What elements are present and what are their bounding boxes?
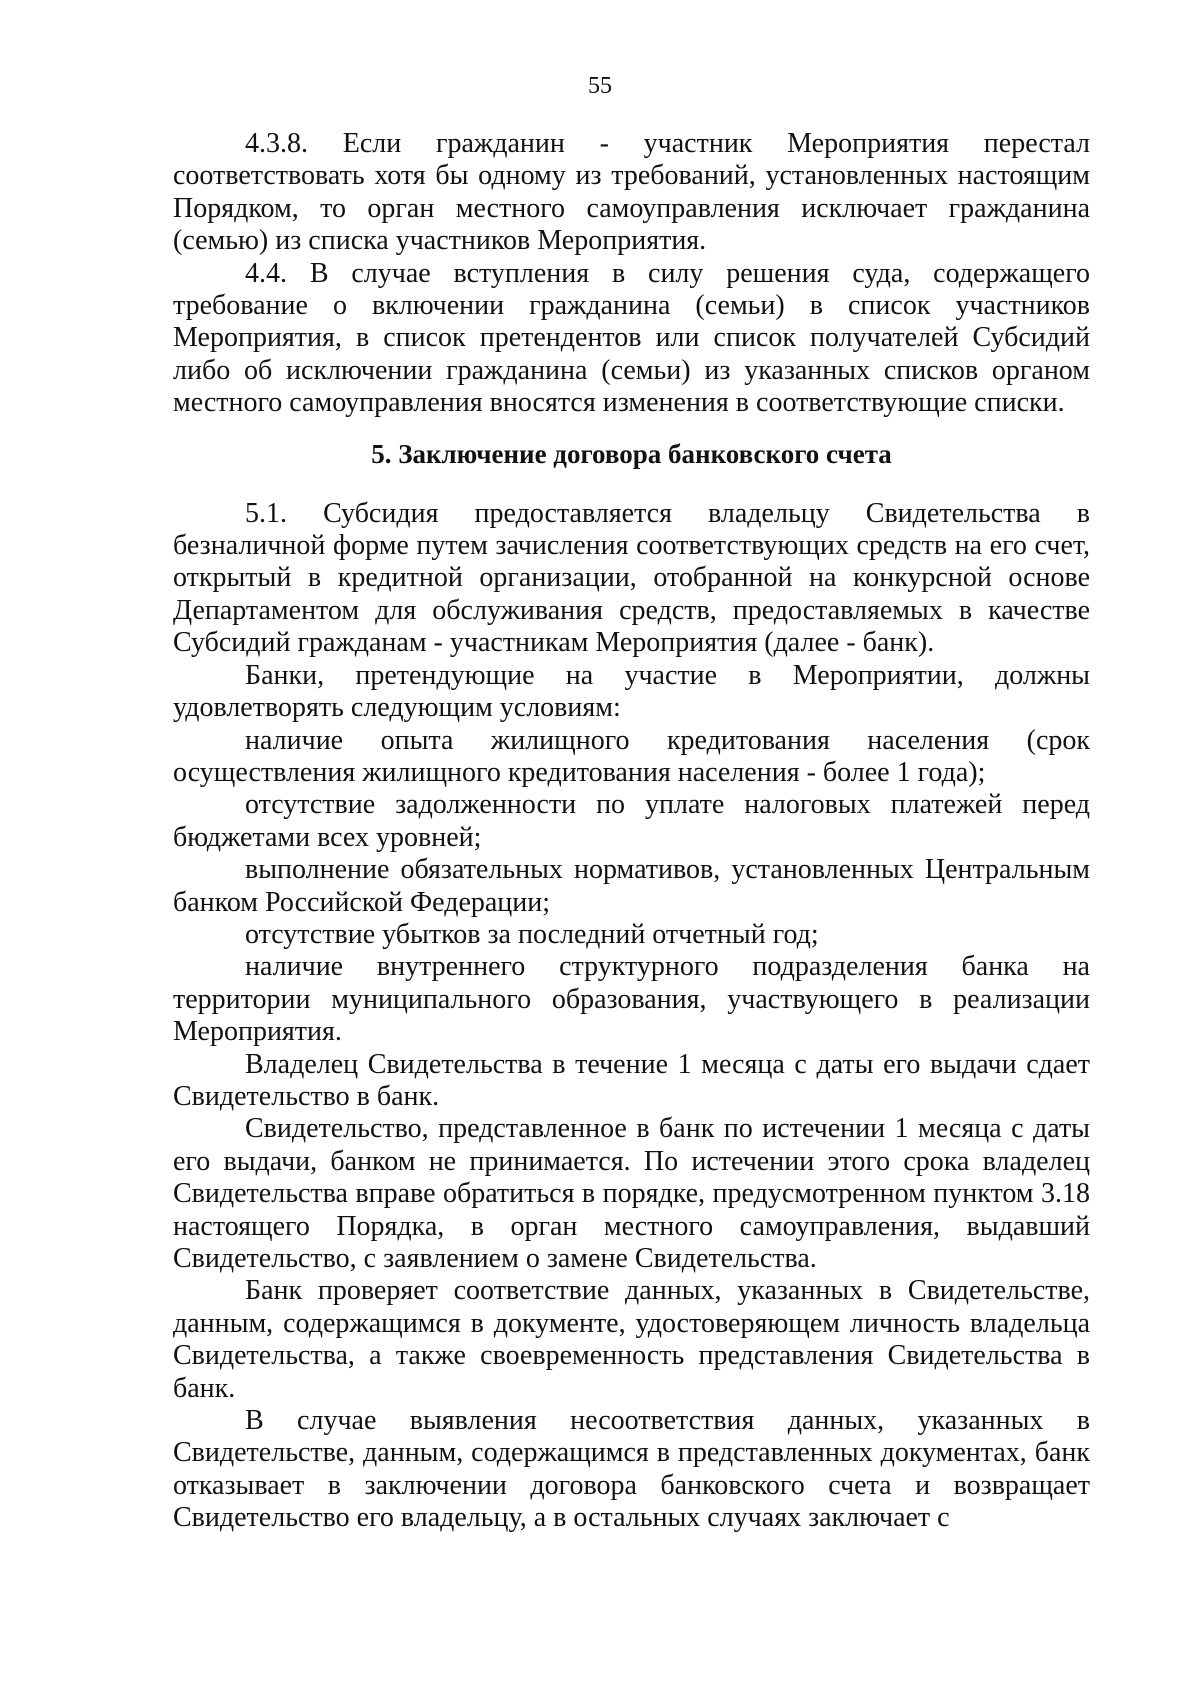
paragraph-condition-experience: наличие опыта жилищного кредитования населения (срок осуществления жилищного кредитования населения - более 1 года);	[173, 724, 1090, 788]
paragraph-5-1: 5.1. Субсидия предоставляется владельцу Свидетельства в безналичной форме путем зачисления соответствующих средств на его счет, открытый в кредитной организации, отобранной на конкурсной основе Департаментом для обслуживания средств, предоставляемых в качестве Субсидий гражданам - участникам Мероприятия (далее - банк).	[173, 497, 1090, 659]
paragraph-mismatch-case: В случае выявления несоответствия данных, указанных в Свидетельстве, данным, содержащимся в представленных документах, банк отказывает в заключении договора банковского счета и возвращает Свидетельство его владельцу, а в остальных случаях заключает с	[173, 1405, 1090, 1534]
paragraph-4-4: 4.4. В случае вступления в силу решения суда, содержащего требование о включении гражданина (семьи) в список участников Мероприятия, в список претендентов или список получателей Субсидий либо об исключении гражданина (семьи) из указанных списков органом местного самоуправления вносятся изменения в соответствующие списки.	[173, 257, 1090, 419]
paragraph-bank-requirements-intro: Банки, претендующие на участие в Мероприятии, должны удовлетворять следующим условиям:	[173, 659, 1090, 724]
paragraph-condition-no-debt: отсутствие задолженности по уплате налоговых платежей перед бюджетами всех уровней;	[173, 789, 1090, 853]
paragraph-certificate-expired: Свидетельство, представленное в банк по истечении 1 месяца с даты его выдачи, банком не принимается. По истечении этого срока владелец Свидетельства вправе обратиться в порядке, предусмотренном пунктом 3.18 настоящего Порядка, в орган местного самоуправления, выдавший Свидетельство, с заявлением о замене Свидетельства.	[173, 1113, 1090, 1274]
section-heading: 5. Заключение договора банковского счета	[371, 438, 892, 469]
document-body	[173, 128, 1090, 1535]
paragraph-4-3-8: 4.3.8. Если гражданин - участник Мероприятия перестал соответствовать хотя бы одному из требований, установленных настоящим Порядком, то орган местного самоуправления исключает гражданина (семью) из списка участников Мероприятия.	[173, 128, 1090, 257]
paragraph-condition-branch: наличие внутреннего структурного подразделения банка на территории муниципального образования, участвующего в реализации Мероприятия.	[173, 951, 1090, 1048]
paragraph-certificate-deadline: Владелец Свидетельства в течение 1 месяца с даты его выдачи сдает Свидетельство в банк.	[173, 1048, 1090, 1112]
paragraph-condition-no-losses: отсутствие убытков за последний отчетный год;	[245, 918, 819, 950]
page-number: 55	[588, 73, 612, 99]
paragraph-condition-norms: выполнение обязательных нормативов, установленных Центральным банком Российской Федерации;	[173, 854, 1090, 918]
paragraph-bank-verification: Банк проверяет соответствие данных, указанных в Свидетельстве, данным, содержащимся в документе, удостоверяющем личность владельца Свидетельства, а также своевременность представления Свидетельства в банк.	[173, 1275, 1090, 1404]
